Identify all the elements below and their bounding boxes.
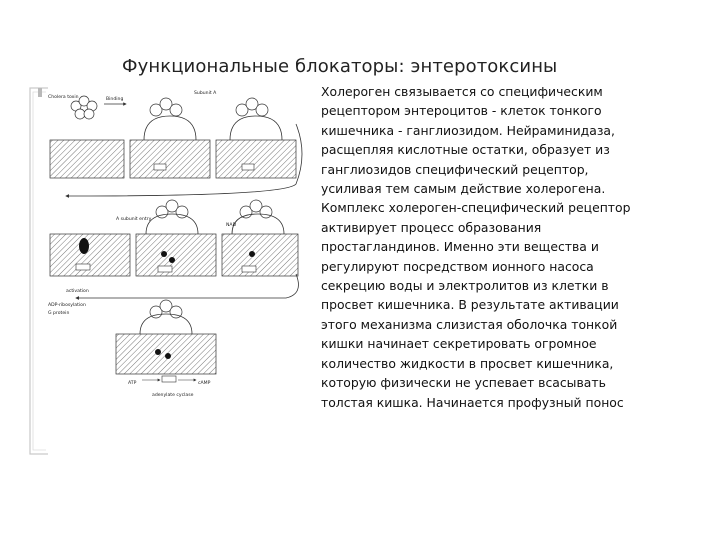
body-line: регулируют посредством ионного насоса [321, 258, 594, 274]
label-cholera-toxin: Cholera toxin [48, 95, 79, 100]
label-nad: NAD [226, 223, 237, 228]
body-line: толстая кишка. Начинается профузный понос [321, 394, 624, 410]
body-line: которую физически не успевает всасывать [321, 375, 606, 391]
body-line: усиливая тем самым действие холерогена. [321, 181, 606, 197]
body-line: ганглиозидов специфический рецептор, [321, 161, 589, 177]
diagram-row-entry [50, 200, 298, 276]
label-adenylate-cyclase: adenylate cyclase [152, 393, 194, 398]
body-line: кишечника - ганглиозидом. Нейраминидаза, [321, 122, 615, 138]
label-entry-a: A subunit entry [116, 217, 152, 222]
body-line: просвет кишечника. В результате активации [321, 297, 619, 313]
label-subunit: Subunit A [194, 91, 217, 96]
body-line: секрецию воды и электролитов из клетки в [321, 278, 609, 294]
body-text [321, 82, 666, 412]
label-g-protein: G protein [48, 311, 70, 316]
body-line: расщепляя кислотные остатки, образует из [321, 142, 610, 158]
body-line: этого механизма слизистая оболочка тонкой [321, 316, 618, 332]
label-camp: cAMP [198, 381, 211, 386]
label-adp-ribosylation: ADP-ribosylation [48, 303, 86, 308]
diagram-row-activation [48, 288, 216, 398]
label-activation: activation [66, 289, 89, 294]
body-line: Комплекс холероген-специфический рецептор [321, 200, 631, 216]
body-line: рецептором энтероцитов - клеток тонкого [321, 103, 602, 119]
body-line: количество жидкости в просвет кишечника, [321, 355, 614, 371]
body-line: кишки начинает секретировать огромное [321, 336, 597, 352]
body-line: простагландинов. Именно эти вещества и [321, 239, 599, 255]
diagram-row-binding [48, 90, 296, 178]
slide-title: Функциональные блокаторы: энтеротоксины [122, 56, 558, 77]
body-line: Холероген связывается со специфическим [321, 84, 603, 99]
body-line: активирует процесс образования [321, 219, 542, 235]
label-binding: Binding [106, 97, 124, 102]
label-atp: ATP [128, 381, 137, 386]
cholera-toxin-mechanism-diagram [46, 84, 306, 409]
